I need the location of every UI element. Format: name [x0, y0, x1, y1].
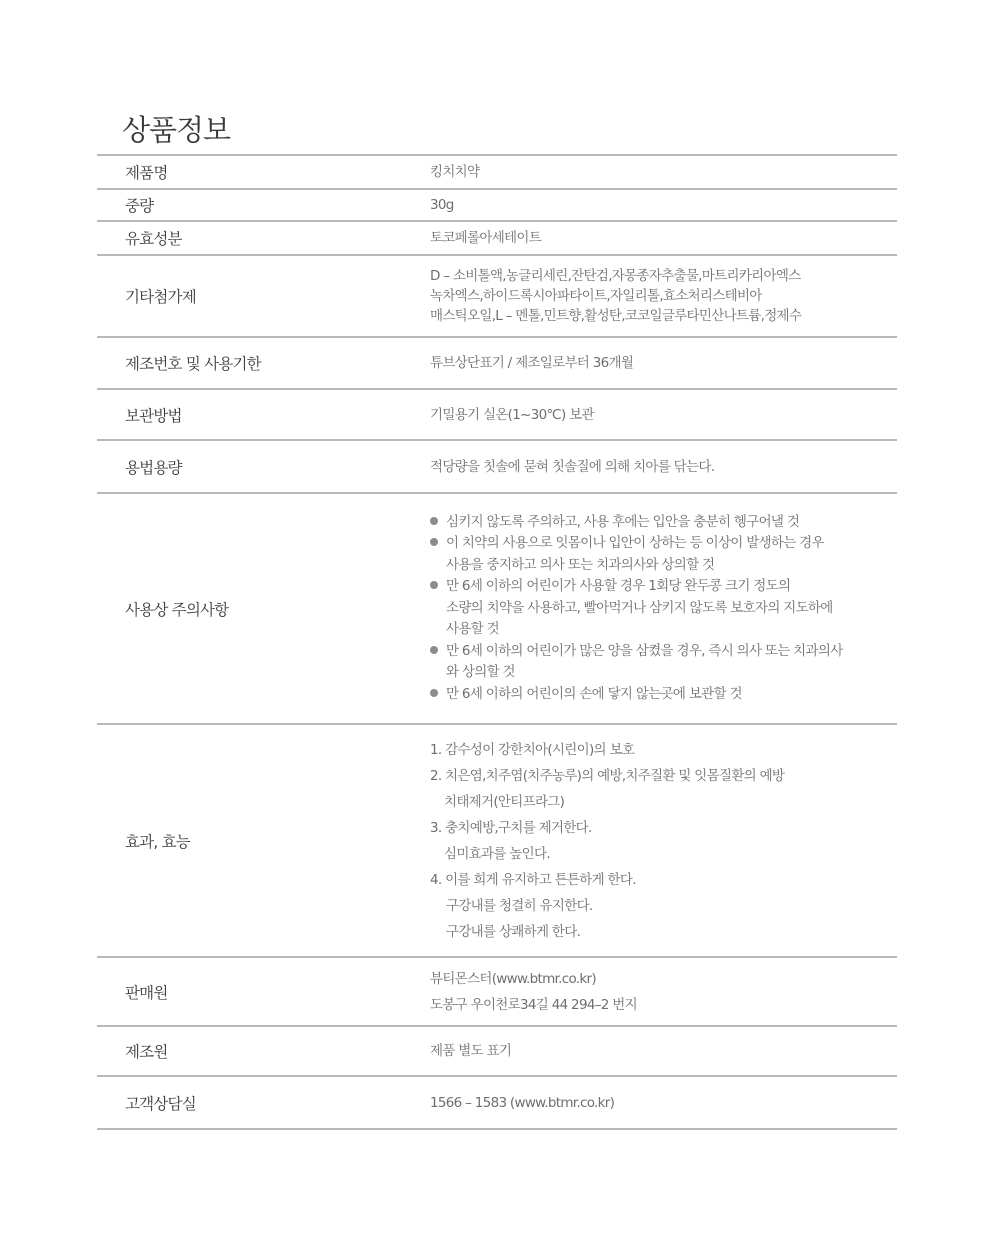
bullet-icon: [430, 646, 438, 654]
customer-service-label: 고객상담실: [125, 1094, 196, 1113]
bullet-icon: [430, 538, 438, 546]
bullet-icon: [430, 581, 438, 589]
product-name-value: 킹치치약: [430, 164, 480, 180]
row-effects: [97, 723, 897, 956]
row-weight: [97, 188, 897, 220]
additives-line: D – 소비톨액,농글리세린,잔탄검,자몽종자추출물,마트리카리아엑스: [430, 268, 801, 284]
precautions-label: 사용상 주의사항: [125, 600, 229, 619]
effect-line: 구강내를 청결히 유지한다.: [446, 897, 593, 914]
active-ingredient-label: 유효성분: [125, 230, 182, 248]
seller-value: [430, 966, 897, 1018]
precaution-item: 심키지 않도록 주의하고, 사용 후에는 입안을 충분히 헹구어낼 것: [430, 512, 897, 534]
bullet-icon: [430, 517, 438, 525]
row-customer-service: [97, 1075, 897, 1130]
lot-expiry-value: 튜브상단표기 / 제조일로부터 36개월: [430, 355, 634, 371]
storage-label: 보관방법: [125, 406, 182, 425]
row-manufacturer: [97, 1025, 897, 1075]
row-seller: [97, 956, 897, 1025]
row-usage: [97, 439, 897, 492]
additives-value: [430, 266, 897, 326]
lot-expiry-label: 제조번호 및 사용기한: [125, 355, 261, 373]
effect-line: 3. 충치예방,구치를 제거한다.: [430, 819, 592, 836]
precaution-item: 만 6세 이하의 어린이가 사용할 경우 1회당 완두콩 크기 정도의 소량의 치약을 사용하고, 빨아먹거나 삼키지 않도록 보호자의 지도하에 사용할 것: [430, 576, 897, 641]
row-precautions: [97, 492, 897, 723]
effects-label: 효과, 효능: [125, 832, 190, 851]
weight-label: 중량: [125, 197, 154, 215]
additives-line: 매스틱오일,L – 멘톨,민트향,활성탄,코코일글루타민산나트륨,정제수: [430, 308, 802, 324]
bullet-icon: [430, 689, 438, 697]
weight-value: 30g: [430, 197, 454, 213]
row-product-name: [97, 154, 897, 188]
seller-label: 판매원: [125, 983, 168, 1002]
customer-service-value: 1566 – 1583 (www.btmr.co.kr): [430, 1094, 615, 1111]
row-additives: [97, 254, 897, 336]
page-title: 상품정보: [122, 113, 231, 147]
usage-label: 용법용량: [125, 458, 182, 477]
effect-line: 2. 치은염,치주염(치주농루)의 예방,치주질환 및 잇몸질환의 예방: [430, 767, 785, 784]
product-name-label: 제품명: [125, 164, 168, 182]
effect-line: 4. 이를 희게 유지하고 튼튼하게 한다.: [430, 871, 636, 888]
additives-line: 녹차엑스,하이드록시아파타이트,자일리톨,효소처리스테비아: [430, 288, 762, 304]
precautions-list: [430, 512, 897, 706]
manufacturer-value: 제품 별도 표기: [430, 1043, 512, 1059]
seller-line: 뷰티몬스터(www.btmr.co.kr): [430, 970, 596, 987]
row-storage: [97, 388, 897, 439]
manufacturer-label: 제조원: [125, 1043, 168, 1061]
effect-line: 치태제거(안티프라그): [444, 793, 565, 810]
product-info-table: [97, 154, 897, 1130]
storage-value: 기밀용기 실온(1~30℃) 보관: [430, 406, 594, 423]
active-ingredient-value: 토코페롤아세테이트: [430, 230, 542, 246]
usage-value: 적당량을 칫솔에 묻혀 칫솔질에 의해 치아를 닦는다.: [430, 458, 715, 475]
precaution-item: 만 6세 이하의 어린이가 많은 양을 삼켰을 경우, 즉시 의사 또는 치과의사 와 상의할 것: [430, 641, 897, 684]
additives-label: 기타첨가제: [125, 288, 196, 306]
row-lot-expiry: [97, 336, 897, 388]
precaution-item: 만 6세 이하의 어린이의 손에 닿지 않는곳에 보관할 것: [430, 684, 897, 706]
effect-line: 심미효과를 높인다.: [444, 845, 550, 862]
effects-list: [430, 737, 897, 945]
effect-line: 1. 감수성이 강한치아(시린이)의 보호: [430, 741, 635, 758]
seller-line: 도봉구 우이천로34길 44 294–2 번지: [430, 996, 637, 1013]
effect-line: 구강내를 상쾌하게 한다.: [446, 923, 581, 940]
row-active-ingredient: [97, 220, 897, 254]
precaution-item: 이 치약의 사용으로 잇몸이나 입안이 상하는 등 이상이 발생하는 경우 사용을 중지하고 의사 또는 치과의사와 상의할 것: [430, 533, 897, 576]
